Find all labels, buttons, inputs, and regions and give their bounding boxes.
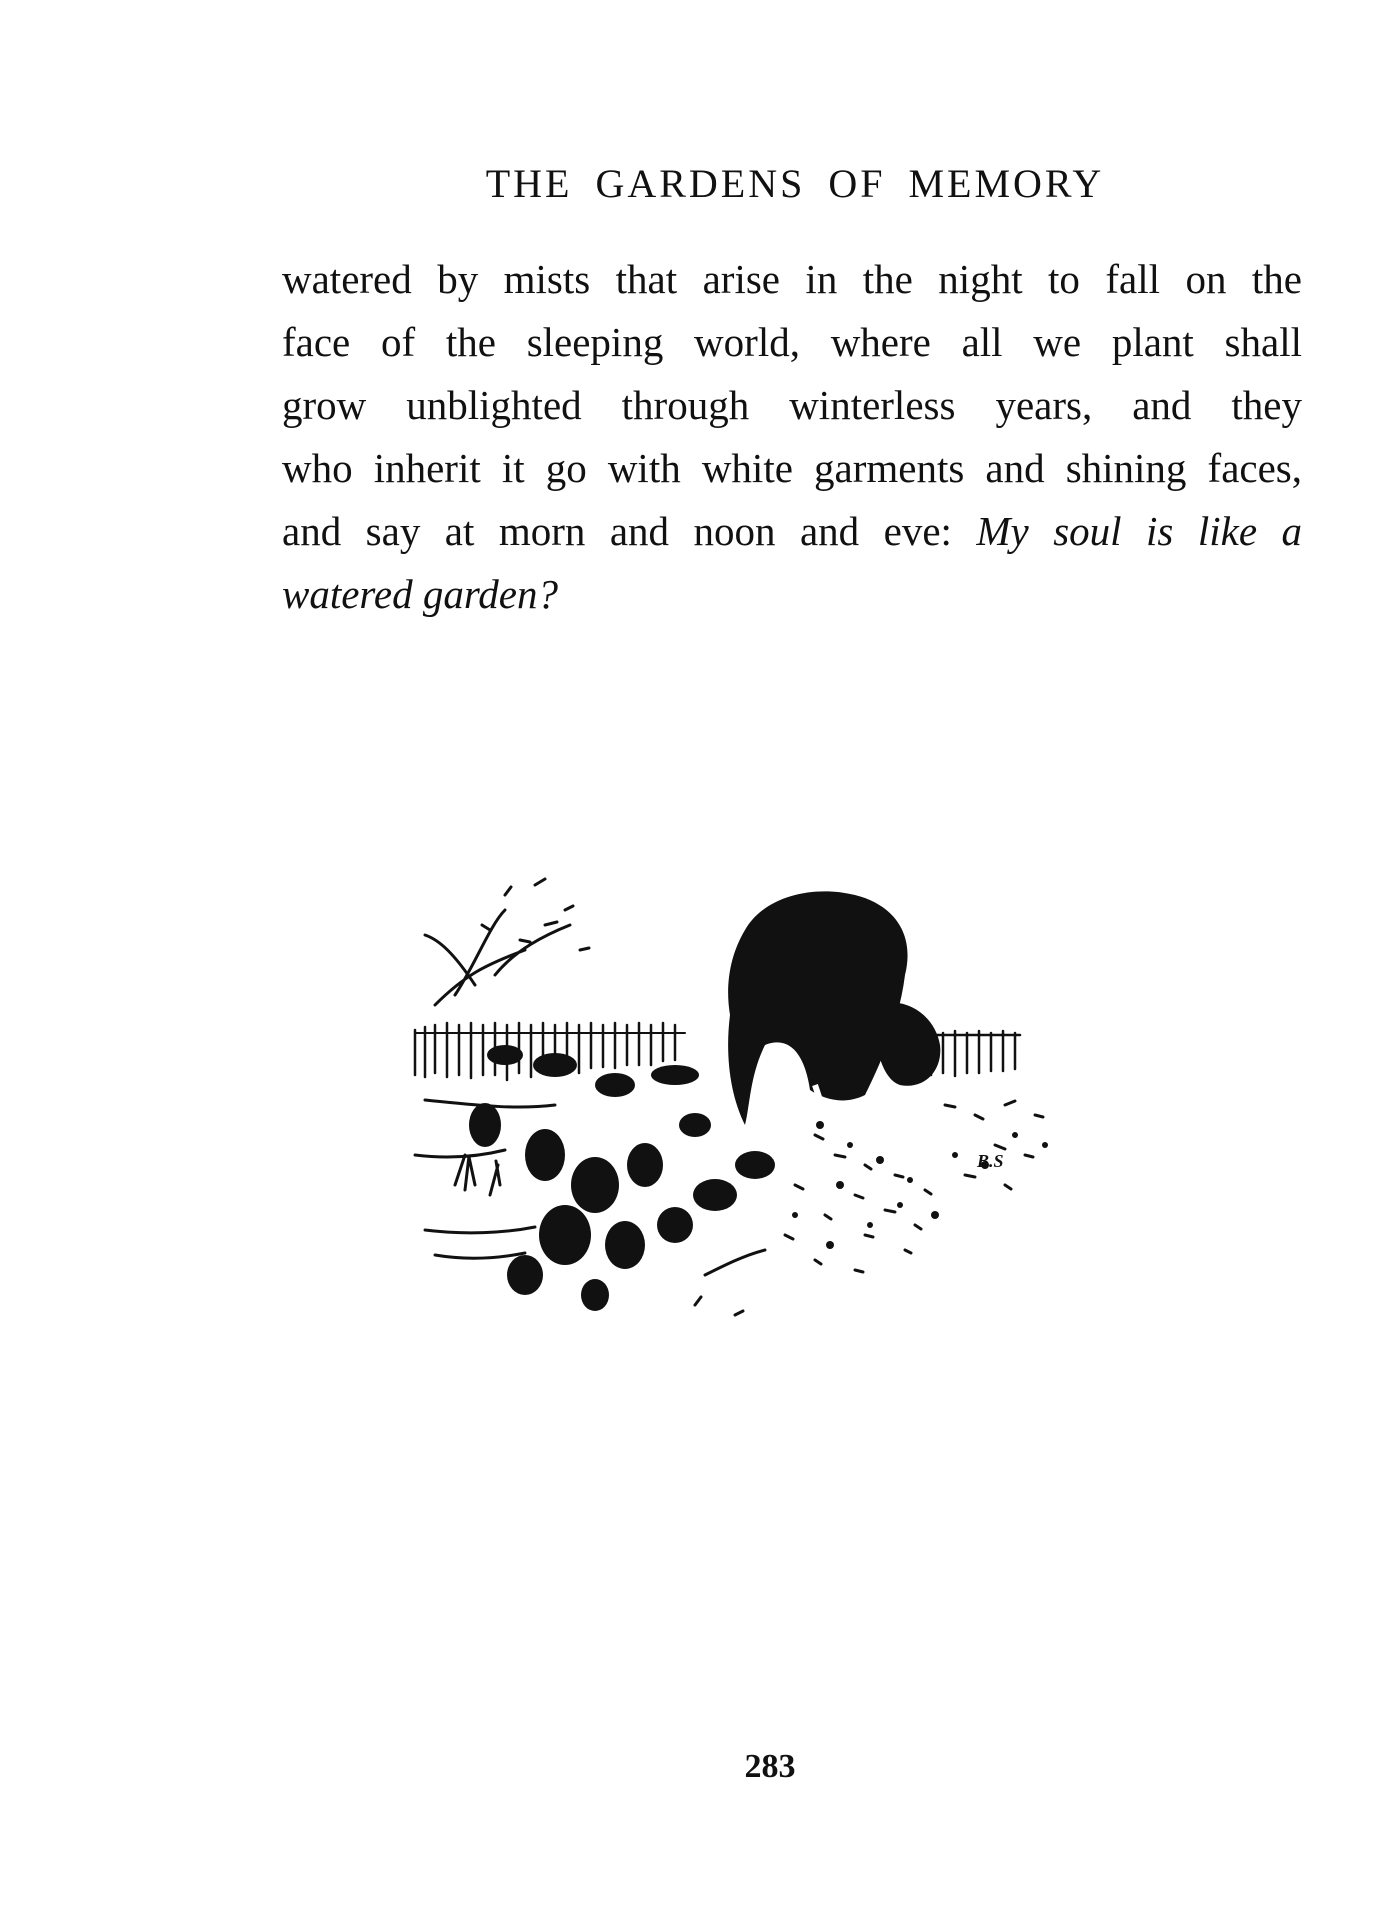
scripture-quote-end: watered garden? — [282, 571, 558, 617]
text-line: watered by mists that arise in the night to fall on the — [282, 256, 1302, 302]
text-line: who inherit it go with white garments and shining faces, — [282, 445, 1302, 491]
illustrator-initials: B.S — [977, 1151, 1004, 1171]
garden-engraving-icon — [395, 855, 1185, 1375]
body-paragraph — [282, 248, 1302, 626]
text-line: grow unblighted through winterless years, and they — [282, 382, 1302, 428]
text-line: and say at morn and noon and eve: — [282, 508, 952, 554]
text-line: face of the sleeping world, where all we plant shall — [282, 319, 1302, 365]
page-number: 283 — [744, 1748, 796, 1785]
garden-illustration — [395, 855, 1185, 1375]
text-line-with-quote — [282, 500, 1302, 563]
running-head: THE GARDENS OF MEMORY — [485, 161, 1105, 206]
scripture-quote: My soul is like a — [976, 508, 1302, 554]
